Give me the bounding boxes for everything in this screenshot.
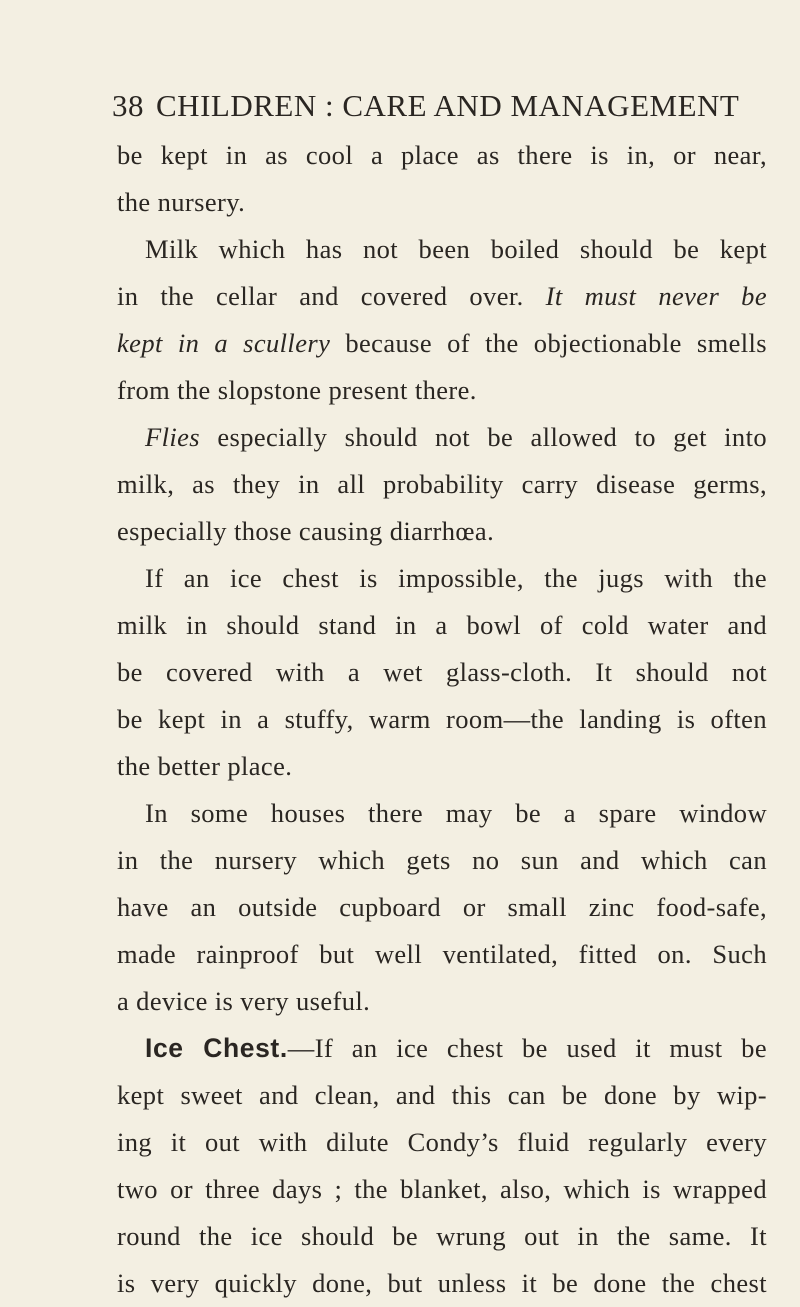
text-line: round the ice should be wrung out in the same. It [117,1221,767,1251]
text-line: Ice Chest.—If an ice chest be used it must be [145,1033,767,1063]
text-line: in the nursery which gets no sun and which can [117,845,767,875]
section-heading: Ice Chest. [145,1033,288,1063]
text-line: Milk which has not been boiled should be kept [145,234,767,264]
text-line: have an outside cupboard or small zinc food-safe, [117,892,767,922]
text-line: kept sweet and clean, and this can be done by wip- [117,1080,767,1110]
text-line: made rainproof but well ventilated, fitted on. Such [117,939,767,969]
text-line: the nursery. [117,187,246,217]
text-line: especially those causing diarrhœa. [117,516,495,546]
text-line: in the cellar and covered over. It must never be [117,281,767,311]
body-text [117,132,767,1307]
text-line: ing it out with dilute Condy’s fluid regularly every [117,1127,767,1157]
text-line: If an ice chest is impossible, the jugs with the [145,563,767,593]
emphasis-text: It must never be [545,281,767,311]
text-line: be kept in a stuffy, warm room—the landing is often [117,704,767,734]
text-line: a device is very useful. [117,986,371,1016]
text-line: the better place. [117,751,293,781]
text-line: milk in should stand in a bowl of cold water and [117,610,767,640]
emphasis-text: Flies [145,422,200,452]
text-line: kept in a scullery because of the objectionable smells [117,328,767,358]
text-line: two or three days ; the blanket, also, which is wrapped [117,1174,767,1204]
text-line: be covered with a wet glass-cloth. It should not [117,657,767,687]
emphasis-text: kept in a scullery [117,328,331,358]
page-number: 38 [112,88,144,123]
text-line: from the slopstone present there. [117,375,477,405]
text-line: is very quickly done, but unless it be done the chest [117,1268,767,1298]
text-line: In some houses there may be a spare window [145,798,767,828]
text-line: Flies especially should not be allowed to get into [145,422,767,452]
running-header [112,86,752,126]
text-line: be kept in as cool a place as there is in, or near, [117,140,767,170]
text-line: milk, as they in all probability carry disease germs, [117,469,767,499]
running-title: CHILDREN : CARE AND MANAGEMENT [156,88,740,123]
